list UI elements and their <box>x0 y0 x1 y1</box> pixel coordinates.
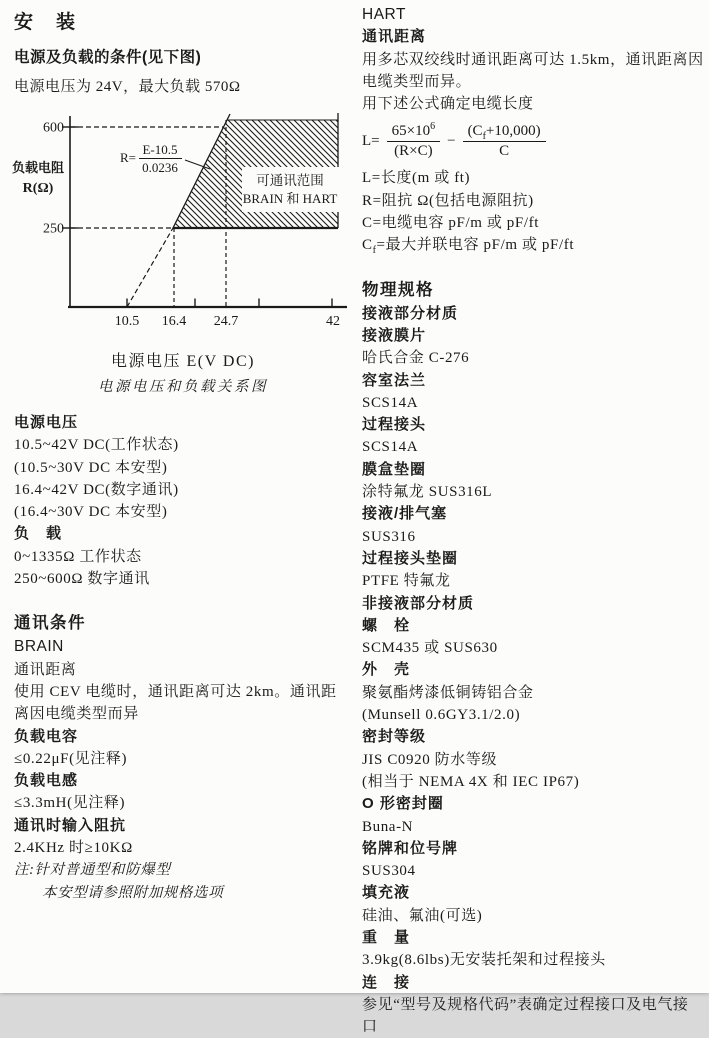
load-vs-voltage-chart <box>11 110 352 396</box>
formula-definition-line <box>362 190 704 212</box>
spec-line: 过程接头垫圈 <box>362 549 459 567</box>
slope-formula-annotation <box>120 142 210 175</box>
left-column <box>11 0 352 904</box>
spec-line: SCS14A <box>362 439 419 456</box>
spec-line: 铭牌和位号牌 <box>362 839 459 857</box>
spec-line: 填充液 <box>362 884 411 902</box>
y-tick-600: 600 <box>43 120 64 136</box>
spec-line: 非接液部分材质 <box>362 594 475 612</box>
spec-line: HART <box>362 6 406 23</box>
spec-line: 电源电压 <box>14 414 79 431</box>
slope-formula-denominator: 0.0236 <box>142 160 178 175</box>
formula-fraction-1 <box>387 120 440 161</box>
spec-line: SUS304 <box>362 863 416 880</box>
spec-line: ≤3.3mH(见注释) <box>14 795 126 812</box>
fraction2-subscript: f <box>482 130 486 142</box>
formula-fraction-2 <box>463 123 546 161</box>
spec-line: 0~1335Ω 工作状态 <box>14 548 142 565</box>
spec-line: SCM435 或 SUS630 <box>362 640 498 657</box>
x-tick-42: 42 <box>326 314 340 329</box>
slope-formula-numerator: E-10.5 <box>142 142 178 157</box>
spec-line: 通讯时输入阻抗 <box>14 816 127 834</box>
x-tick-24-7: 24.7 <box>213 314 239 329</box>
spec-line: 哈氏合金 C-276 <box>362 350 470 367</box>
spec-line: 接液膜片 <box>362 326 427 344</box>
spec-line: 参见“型号及规格代码”表确定过程接口及电气接口 <box>362 996 689 1036</box>
x-axis-title: 电源电压 E(V DC) <box>111 353 255 370</box>
formula-minus-sign: − <box>447 132 456 149</box>
hart-intro-lines <box>362 4 704 115</box>
definition-symbol-subscript: f <box>372 245 377 257</box>
formula-definitions <box>362 167 704 256</box>
spec-line: 负载电感 <box>14 772 79 790</box>
spec-line: SCS14A <box>362 394 419 411</box>
spec-line: 外 壳 <box>362 661 411 679</box>
fraction2-numerator-suffix: +10,000) <box>485 122 541 139</box>
spec-line: 硅油、氟油(可选) <box>362 907 483 924</box>
spec-line: 负载电容 <box>14 727 79 745</box>
spec-line: 物理规格 <box>362 280 434 299</box>
fraction1-denominator: (R×C) <box>394 142 433 159</box>
physical-spec-lines <box>362 277 704 1038</box>
section-title-installation: 安 装 <box>14 12 78 33</box>
spec-line: 过程接头 <box>362 416 427 434</box>
spec-line: 250~600Ω 数字通讯 <box>14 571 150 588</box>
spec-line: (相当于 NEMA 4X 和 IEC IP67) <box>362 773 580 790</box>
formula-definition-line <box>362 167 704 189</box>
chart-caption: 电源电压和负载关系图 <box>98 379 268 395</box>
power-load-conditions-heading: 电源及负载的条件(见下图) <box>14 49 202 66</box>
definition-text: =最大并联电容 pF/m 或 pF/ft <box>376 237 575 254</box>
region-label-line2: BRAIN 和 HART <box>242 191 338 206</box>
formula-definition-line <box>362 234 704 256</box>
right-column <box>362 4 704 1038</box>
spec-line: JIS C0920 防水等级 <box>362 751 498 768</box>
fraction1-exponent: 6 <box>430 120 436 132</box>
definition-symbol: R <box>362 192 373 209</box>
fraction1-numerator: 65×10 <box>391 122 431 139</box>
power-load-conditions-line: 电源电压为 24V，最大负载 570Ω <box>14 79 241 95</box>
spec-line: Buna-N <box>362 818 414 835</box>
y-axis-label-line2: R(Ω) <box>22 181 54 196</box>
spec-line: 螺 栓 <box>362 616 411 634</box>
spec-line: 用多芯双绞线时通讯距离可达 1.5km，通讯距离因电缆类型而异。 <box>362 51 704 90</box>
x-tick-10-5: 10.5 <box>114 314 140 329</box>
spec-line: 通讯距离 <box>362 28 427 46</box>
cable-length-formula <box>362 120 704 162</box>
fraction2-numerator-prefix: (C <box>467 122 483 139</box>
x-tick-labels <box>115 314 340 329</box>
spec-line: 16.4~42V DC(数字通讯) <box>14 481 179 498</box>
spec-line: (10.5~30V DC 本安型) <box>14 459 168 476</box>
x-tick-16-4: 16.4 <box>161 314 187 329</box>
definition-text: =阻抗 Ω(包括电源阻抗) <box>372 192 534 209</box>
definition-symbol: C <box>362 215 373 232</box>
spec-line: 重 量 <box>362 928 411 946</box>
spec-line: 膜盒垫圈 <box>362 460 427 478</box>
spec-line: (Munsell 0.6GY3.1/2.0) <box>362 707 521 724</box>
fraction2-denominator: C <box>499 142 510 159</box>
definition-symbol: L <box>362 170 372 187</box>
spec-line: 负 载 <box>14 525 63 543</box>
chart-canvas <box>11 110 354 338</box>
spec-line: ≤0.22μF(见注释) <box>14 750 128 767</box>
spec-line: 通讯条件 <box>14 614 86 633</box>
y-axis-label-line1: 负载电阻 <box>11 160 65 175</box>
spec-line: 3.9kg(8.6lbs)无安装托架和过程接头 <box>362 952 606 969</box>
definition-text: =电缆电容 pF/m 或 pF/ft <box>372 215 539 232</box>
formula-lhs: L= <box>362 132 380 149</box>
definition-symbol: C <box>362 237 373 254</box>
spec-line: 通讯距离 <box>14 661 77 678</box>
spec-line: 2.4KHz 时≥10KΩ <box>14 840 133 857</box>
y-tick-250: 250 <box>43 221 64 237</box>
slope-formula-lhs: R= <box>119 150 136 165</box>
spec-line: 10.5~42V DC(工作状态) <box>14 437 179 454</box>
spec-line: 用下述公式确定电缆长度 <box>362 96 534 113</box>
definition-text: =长度(m 或 ft) <box>371 170 471 187</box>
spec-line: 容室法兰 <box>362 371 427 389</box>
formula-definition-line <box>362 212 704 234</box>
spec-line: 接液/排气塞 <box>362 505 448 523</box>
communication-region-label <box>242 167 339 212</box>
spec-line: 使用 CEV 电缆时，通讯距离可达 2km。通讯距离因电缆类型而异 <box>14 683 337 723</box>
spec-line: (16.4~30V DC 本安型) <box>14 504 168 521</box>
spec-line: SUS316 <box>362 528 416 545</box>
spec-line: PTFE 特氟龙 <box>362 573 451 590</box>
spec-line: BRAIN <box>14 638 64 656</box>
left-spec-lines <box>14 412 352 904</box>
spec-line: 聚氨酯烤漆低铜铸铝合金 <box>362 684 534 701</box>
region-label-line1: 可通讯范围 <box>256 173 324 188</box>
spec-line: 注:针对普通型和防爆型 <box>14 862 171 879</box>
spec-line: 涂特氟龙 SUS316L <box>362 484 493 501</box>
spec-line: 密封等级 <box>362 728 427 746</box>
spec-line: 接液部分材质 <box>362 304 459 322</box>
spec-line: 本安型请参照附加规格选项 <box>42 884 224 901</box>
spec-line: O 形密封圈 <box>362 795 444 813</box>
spec-line: 连 接 <box>362 973 411 991</box>
